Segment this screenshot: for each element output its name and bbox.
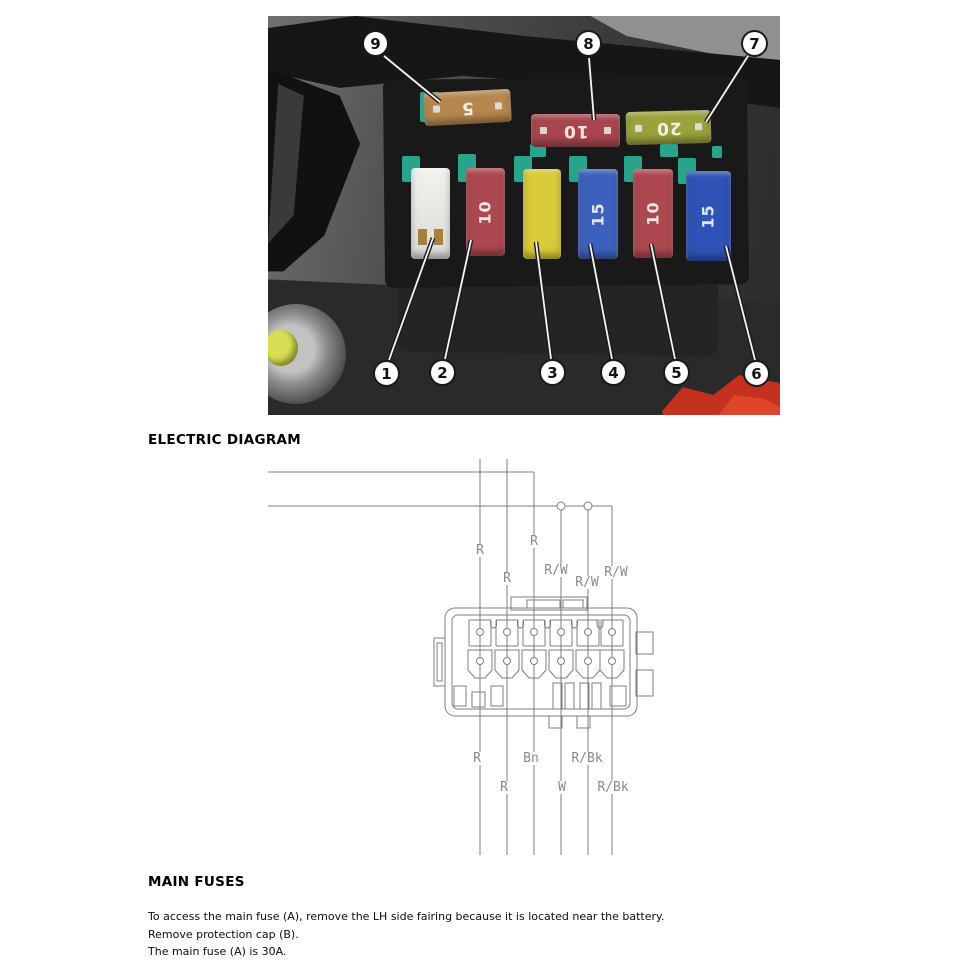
fuse-rating: 20 xyxy=(655,117,682,138)
wire-label-r: R xyxy=(530,534,538,549)
fuse-contact-window xyxy=(433,105,440,112)
paragraph-line: The main fuse (A) is 30A. xyxy=(148,945,287,958)
fuse-rating: 10 xyxy=(643,201,663,226)
paragraph-line: To access the main fuse (A), remove the LH side fairing because it is located near the battery. xyxy=(148,910,665,923)
wire-label-rbk: R/Bk xyxy=(571,751,603,766)
callout-4: 4 xyxy=(600,359,627,386)
callout-7: 7 xyxy=(741,30,768,57)
fuse-terminal xyxy=(434,229,443,245)
wire-label-r: R xyxy=(473,751,481,766)
fuse-terminal xyxy=(418,229,427,245)
wire-label-rw: R/W xyxy=(575,575,599,590)
fuse-8-10a xyxy=(531,114,620,147)
callout-3: 3 xyxy=(539,359,566,386)
callout-2: 2 xyxy=(429,359,456,386)
main-fuses-paragraph xyxy=(148,908,664,961)
fuse-7-20a xyxy=(626,110,712,145)
callout-8: 8 xyxy=(575,30,602,57)
wire-label-r: R xyxy=(500,780,508,795)
fuse-3-yellow xyxy=(523,169,561,259)
connector-drawing xyxy=(260,450,660,860)
wire-label-w: W xyxy=(558,780,566,795)
fuse-rating: 10 xyxy=(562,120,589,141)
wire-label-rw: R/W xyxy=(604,565,628,580)
fuse-rating: 10 xyxy=(475,199,495,225)
fuse-contact-window xyxy=(695,123,702,130)
callout-9: 9 xyxy=(362,30,389,57)
wire-label-rw: R/W xyxy=(544,563,568,578)
fuse-contact-window xyxy=(495,102,502,109)
fuse-rating: 5 xyxy=(460,97,475,118)
fuse-6-15a xyxy=(686,171,731,261)
holder-seal xyxy=(712,146,722,158)
fuse-contact-window xyxy=(604,127,611,134)
fuse-rating: 15 xyxy=(588,201,608,227)
electric-diagram xyxy=(260,450,660,860)
fuse-rating: 15 xyxy=(698,203,718,229)
electric-diagram-heading: ELECTRIC DIAGRAM xyxy=(148,432,302,448)
fuse-box-photo xyxy=(268,16,780,415)
callout-5: 5 xyxy=(663,359,690,386)
holder-seal xyxy=(660,144,678,157)
fuse-2-10a xyxy=(466,168,505,256)
wire-label-bn: Bn xyxy=(523,751,539,766)
main-fuses-heading: MAIN FUSES xyxy=(148,874,245,890)
wire-label-r: R xyxy=(476,543,484,558)
paragraph-line: Remove protection cap (B). xyxy=(148,927,299,941)
callout-6: 6 xyxy=(743,360,770,387)
fuse-4-15a xyxy=(578,169,618,259)
fuse-1-white xyxy=(411,168,450,259)
fuse-contact-window xyxy=(540,127,547,134)
wire-label-r: R xyxy=(503,571,511,586)
fuse-9-5a xyxy=(423,89,512,127)
fuse-5-10a xyxy=(633,169,673,258)
callout-1: 1 xyxy=(373,360,400,387)
fuse-contact-window xyxy=(635,125,642,132)
wire-label-rbk: R/Bk xyxy=(597,780,629,795)
